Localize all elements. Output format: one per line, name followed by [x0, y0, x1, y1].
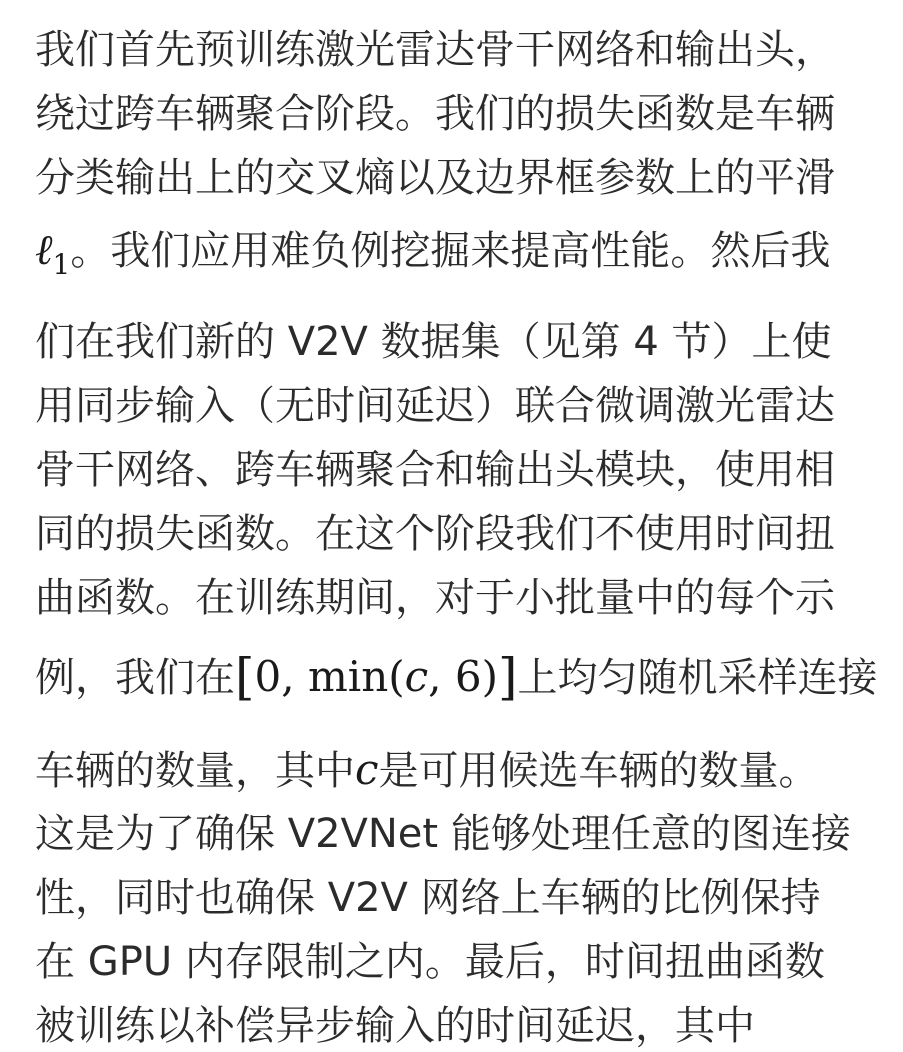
text-line-1: 我们首先预训练激光雷达骨干网络和输出头，: [35, 27, 835, 73]
text-line-8: 同的损失函数。在这个阶段我们不使用时间扭: [35, 511, 835, 557]
text-line-11: [35, 744, 819, 797]
math-range-end: , 6): [428, 652, 498, 701]
math-variable-c: c: [404, 652, 429, 701]
text-line-10: [35, 648, 878, 704]
math-variable-c-inline: c: [355, 745, 379, 794]
text-line-13: 性，同时也确保 V2V 网络上车辆的比例保持: [35, 875, 821, 921]
text-line-15: 被训练以补偿异步输入的时间延迟，其中: [35, 1003, 755, 1049]
text-line-14: 在 GPU 内存限制之内。最后，时间扭曲函数: [35, 939, 825, 985]
text-line-2: 绕过跨车辆聚合阶段。我们的损失函数是车辆: [35, 91, 835, 137]
math-range-start: 0, min(: [254, 652, 405, 701]
text-line-6: 用同步输入（无时间延迟）联合微调激光雷达: [35, 383, 835, 429]
text-line-12: 这是为了确保 V2VNet 能够处理任意的图连接: [35, 811, 851, 857]
text-line-10-prefix: 例，我们在: [35, 655, 235, 701]
text-line-11-prefix: 车辆的数量，其中: [35, 748, 355, 794]
math-close-bracket: ]: [497, 648, 518, 706]
math-ell-symbol: ℓ$_1$: [35, 225, 71, 281]
text-line-11-suffix: 是可用候选车辆的数量。: [378, 748, 819, 794]
text-line-10-suffix: 上均匀随机采样连接: [517, 655, 878, 701]
text-line-9: 曲函数。在训练期间，对于小批量中的每个示: [35, 575, 835, 621]
text-line-4: [35, 224, 830, 281]
text-line-5: 们在我们新的 V2V 数据集（见第 4 节）上使: [35, 319, 832, 365]
text-line-7: 骨干网络、跨车辆聚合和输出头模块，使用相: [35, 447, 835, 493]
text-line-4-content: 。我们应用难负例挖掘来提高性能。然后我: [70, 228, 831, 274]
math-open-bracket: [: [235, 648, 255, 706]
text-line-3: 分类输出上的交叉熵以及边界框参数上的平滑: [35, 155, 835, 201]
